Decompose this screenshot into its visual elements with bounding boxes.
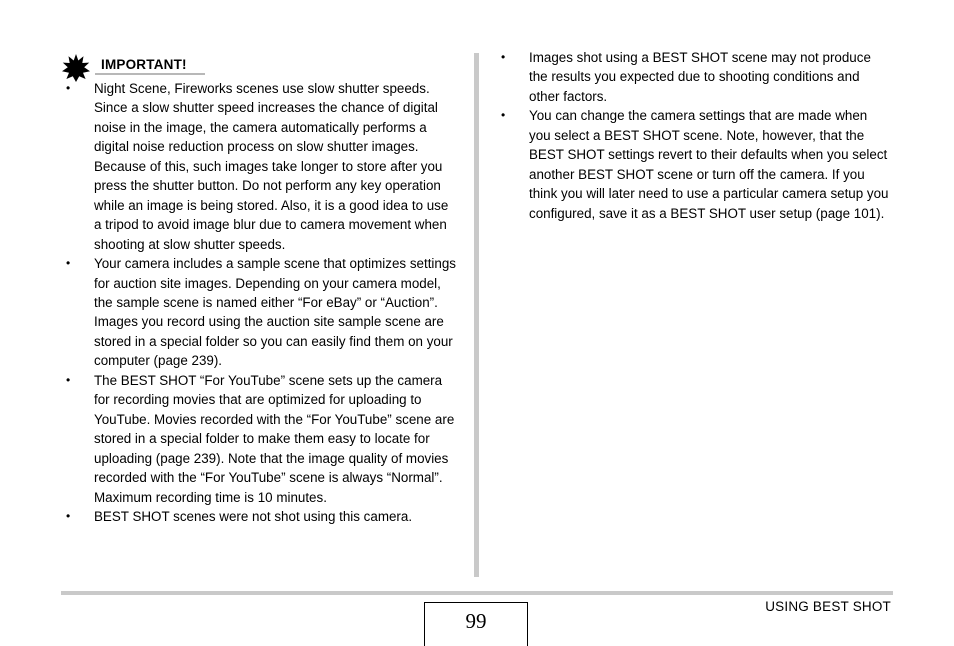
bullet-item-night-scene: • Night Scene, Fireworks scenes use slow shutter speeds. Since a slow shutter speed increases the chance of digital noise in the image, the camera automatically performs a digital noise reduction process on slow shutter images. Because of this, such images take longer to store after you press the shutter button. Do not perform any key operation while an image is being stored. Also, it is a good idea to use a tripod to avoid image blur due to camera movement when shooting at slow shutter speeds. — [80, 79, 456, 254]
right-bullet-list — [515, 48, 892, 223]
important-label: IMPORTANT! — [101, 57, 187, 72]
heading-underline — [95, 73, 205, 75]
starburst-icon — [62, 54, 90, 82]
bullet-item-settings: • You can change the camera settings that are made when you select a BEST SHOT scene. Note, however, that the BEST SHOT settings revert to their defaults when you select another BEST SHOT scene or turn off the camera. If you think you will later need to use a particular camera setup you configured, save it as a BEST SHOT user setup (page 101). — [515, 106, 892, 223]
left-bullet-list — [80, 79, 456, 526]
bullet-item-youtube-scene: • The BEST SHOT “For YouTube” scene sets up the camera for recording movies that are optimized for uploading to YouTube. Movies recorded with the “For YouTube” scene are stored in a special folder to make them easy to locate for uploading (page 239). Note that the image quality of movies recorded with the “For YouTube” scene is always “Normal”. Maximum recording time is 10 minutes. — [80, 371, 456, 507]
column-divider — [474, 53, 479, 577]
bullet-item-auction-scene: • Your camera includes a sample scene that optimizes settings for auction site images. Depending on your camera model, the sample scene is named either “For eBay” or “Auction”. Images you record using the auction site sample scene are stored in a special folder so you can easily find them on your computer (page 239). — [80, 254, 456, 371]
bullet-item-not-shot: • BEST SHOT scenes were not shot using this camera. — [80, 507, 456, 526]
section-name-link[interactable]: USING BEST SHOT — [765, 599, 891, 614]
page-number: 99 — [424, 602, 528, 646]
footer-rule — [61, 591, 893, 595]
important-heading — [62, 54, 207, 78]
bullet-item-results: • Images shot using a BEST SHOT scene may not produce the results you expected due to shooting conditions and other factors. — [515, 48, 892, 106]
